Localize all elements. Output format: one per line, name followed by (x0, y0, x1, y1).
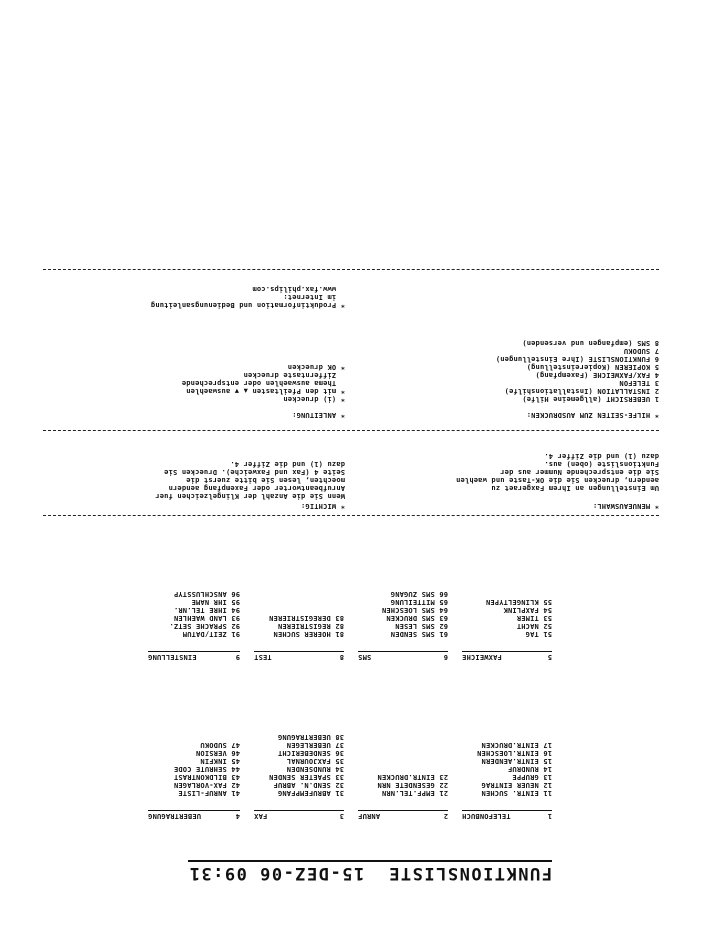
help-item: 6 FUNKTIONSLISTE (Ihre Einstellungen) (495, 355, 659, 363)
menu-item: 36 SENDEBERICHT (277, 749, 344, 757)
section-label: FAX (254, 812, 268, 820)
section-number: 5 (547, 653, 552, 661)
section-header-einstellung (148, 651, 240, 661)
section-header-test (254, 651, 344, 661)
note-line: dazu (1) und die Ziffer 4. (230, 460, 345, 468)
menu-item: 83 DEREGISTRIEREN (268, 614, 344, 622)
menu-item: 37 UEBERLEGEN (286, 741, 344, 749)
section-label: TEST (254, 653, 272, 661)
menu-item: 22 GESENDETE NRN (377, 781, 448, 789)
menu-item: 52 NACHT (516, 622, 552, 630)
menu-column-test (269, 614, 344, 638)
help-pages-list (496, 339, 659, 403)
menu-item: 94 IHRE TEL.NR. (173, 606, 240, 614)
section-label: TELEFONBUCH (462, 812, 511, 820)
product-info (151, 285, 345, 309)
menu-item: 64 SMS LOESCHEN (381, 606, 448, 614)
help-item: 4 FAX/FAXWEICHE (Faxempfang) (535, 371, 659, 379)
menu-item: 16 EINTR.LOESCHEN (476, 749, 552, 757)
instruction-line: * (i) druecken (283, 395, 345, 403)
section-number: 6 (443, 653, 448, 661)
note-line: moechten, lesen Sie bitte zuerst die (186, 476, 345, 484)
menu-item: 53 TIMER (516, 614, 552, 622)
product-info-line: im Internet: (283, 293, 345, 301)
menu-item: 35 FAXJOURNAL (286, 757, 344, 765)
menu-item: 14 RUNDRUF (507, 765, 552, 773)
menu-column-telefonbuch (477, 741, 552, 797)
important-title: * WICHTIG: (300, 502, 345, 510)
menu-item: 31 ABRUFEMPFANG (277, 789, 344, 797)
section-label: UEBERTRAGUNG (148, 812, 201, 820)
instructions-title: * ANLEITUNG: (292, 411, 345, 419)
help-item: 7 SUDOKU (623, 347, 659, 355)
section-number: 4 (235, 812, 240, 820)
instruction-line: * mit den Pfeiltasten ▲ ▼ auswaehlen (186, 387, 345, 395)
menu-item: 12 NEUER EINTRAG (481, 781, 552, 789)
menu-selection-text (456, 452, 659, 492)
instructions-list (182, 363, 345, 403)
menu-item: 15 EINTR.AENDERN (481, 757, 552, 765)
instruction-line: Zifferntaste druecken (243, 371, 345, 379)
menu-item: 65 MITTEILUNG (390, 598, 448, 606)
section-header-fax (254, 810, 344, 820)
section-header-uebertragung (148, 810, 240, 820)
divider-line (43, 269, 659, 270)
menu-column-faxweiche (486, 598, 552, 638)
menu-item: 91 ZEIT/DATUM (182, 630, 240, 638)
menu-item: 43 BILDKONTRAST (173, 773, 240, 781)
menu-item: 93 LAND WAEHLEN (173, 614, 240, 622)
page-title: FUNKTIONSLISTE 15-DEZ-06 09:31 (188, 860, 552, 883)
help-item: 3 TELEFON (619, 379, 659, 387)
instruction-line: Thema auswaehlen oder entsprechende (181, 379, 345, 387)
instruction-line: * OK druecken (287, 363, 345, 371)
menu-column-uebertragung (174, 741, 240, 797)
help-item: 1 UEBERSICHT (allgemeine Hilfe) (522, 395, 659, 403)
note-line: aendern, druecken Sie die OK-Taste und waehlen (455, 476, 659, 484)
menu-item: 38 UEBERTRAGUNG (277, 733, 344, 741)
section-number: 9 (235, 653, 240, 661)
note-line: Um Einstellungen an Ihrem Faxgeraet zu (491, 484, 659, 492)
menu-item: 34 RUNDSENDEN (286, 765, 344, 773)
menu-item: 95 IHR NAME (191, 598, 240, 606)
note-line: dazu (1) und die Ziffer 4. (544, 452, 659, 460)
menu-selection-title: * MENUEAUSWAHL: (592, 502, 659, 510)
help-item: 2 INSTALLATION (Installationshilfe) (504, 387, 659, 395)
section-label: FAXWEICHE (462, 653, 502, 661)
help-item: 8 SMS (empfangen und versenden) (522, 339, 659, 347)
product-info-line: www.fax.philips.com (252, 285, 345, 293)
section-header-faxweiche (462, 651, 552, 661)
menu-column-sms (382, 590, 448, 638)
menu-column-anruf (377, 773, 448, 797)
menu-item: 62 SMS LESEN (395, 622, 448, 630)
menu-item: 61 SMS SENDEN (390, 630, 448, 638)
help-pages-title: * HILFE-SEITEN ZUM AUSDRUCKEN: (526, 411, 659, 419)
menu-item: 92 SPRACHE SETZ. (169, 622, 240, 630)
help-item: 5 KOPIEREN (Kopiereinstellung) (526, 363, 659, 371)
note-line: Wenn Sie die Anzahl der Klingelzeichen fuer (155, 492, 345, 500)
note-line: Anrufbeantworter oder Faxempfang aendern (168, 484, 345, 492)
menu-item: 81 HOERER SUCHEN (273, 630, 344, 638)
menu-item: 42 FAX-VORLAGEN (173, 781, 240, 789)
section-number: 3 (339, 812, 344, 820)
menu-item: 46 VERSION (195, 749, 240, 757)
menu-item: 96 ANSCHLUSSTYP (173, 590, 240, 598)
menu-column-einstellung (169, 590, 240, 638)
section-number: 2 (443, 812, 448, 820)
section-label: EINSTELLUNG (148, 653, 197, 661)
menu-column-fax (269, 733, 344, 797)
menu-item: 63 SMS DRUCKEN (386, 614, 448, 622)
menu-item: 21 EMPF.TEL.NRN (381, 789, 448, 797)
divider-line (43, 430, 659, 431)
note-line: Sie die entsprechende Nummer aus der (500, 468, 659, 476)
section-label: SMS (358, 653, 372, 661)
menu-item: 23 EINTR.DRUCKEN (377, 773, 448, 781)
menu-item: 82 REGISTRIEREN (277, 622, 344, 630)
menu-item: 45 INKFIN (200, 757, 240, 765)
note-line: Funktionsliste (oben) aus. (544, 460, 659, 468)
menu-item: 11 EINTR. SUCHEN (481, 789, 552, 797)
note-line: Seite 4 (Fax und Faxweiche). Druecken Sie (164, 468, 345, 476)
menu-item: 41 ANRUF-LISTE (178, 789, 240, 797)
important-text (155, 460, 345, 500)
menu-item: 17 EINTR.DRUCKEN (481, 741, 552, 749)
menu-item: 13 GRUPPE (512, 773, 552, 781)
menu-item: 44 SEHRUTE CODE (173, 765, 240, 773)
divider-line (43, 515, 659, 516)
menu-item: 66 SMS ZUGANG (390, 590, 448, 598)
menu-item: 32 SEND.N. ABRUF (273, 781, 344, 789)
section-number: 1 (547, 812, 552, 820)
menu-item: 54 FAXPLINK (503, 606, 552, 614)
menu-item: 55 KLINGELTYPEN (485, 598, 552, 606)
section-number: 8 (339, 653, 344, 661)
menu-item: 33 SPAETER SENDEN (268, 773, 344, 781)
section-header-sms (358, 651, 448, 661)
section-label: ANRUF (358, 812, 381, 820)
section-header-anruf (358, 810, 448, 820)
section-header-telefonbuch (462, 810, 552, 820)
menu-item: 51 TAG (525, 630, 552, 638)
product-info-line: * Produktinformation und Bedienungsanleitung (150, 301, 345, 309)
menu-item: 47 SUDOKU (200, 741, 240, 749)
